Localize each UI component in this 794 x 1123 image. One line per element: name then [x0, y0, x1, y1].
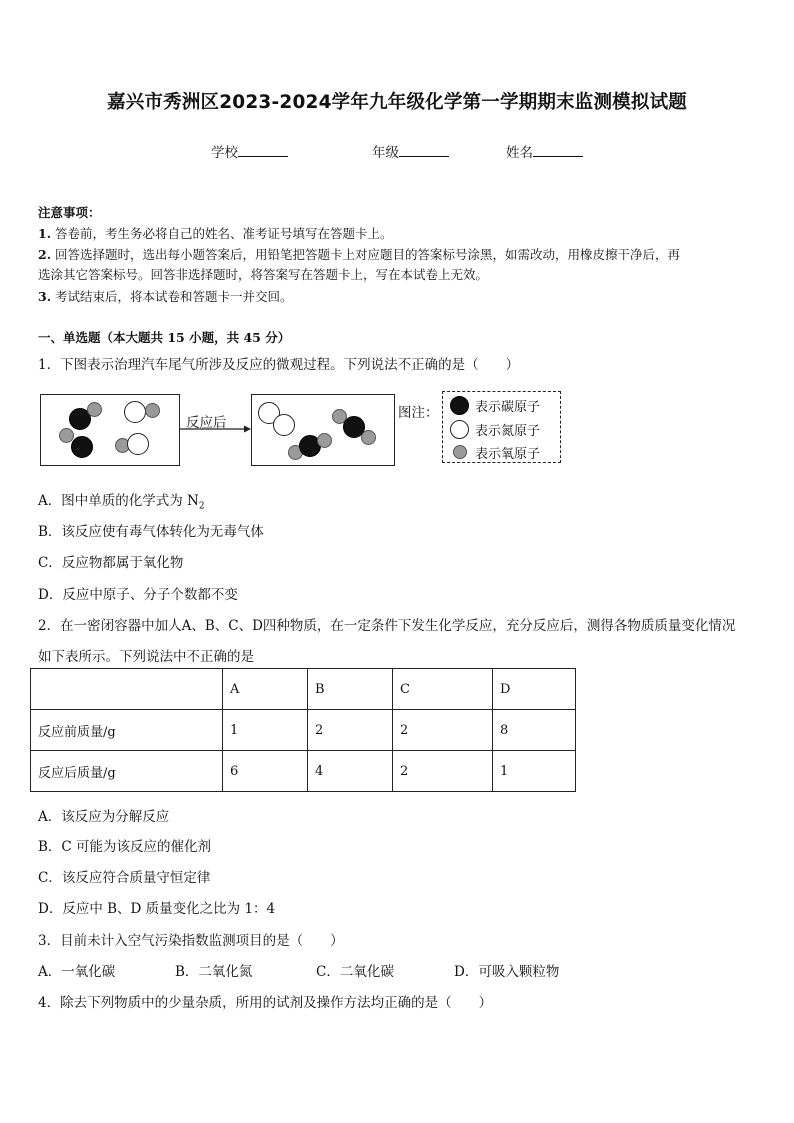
oxygen-atom: [317, 433, 332, 448]
nitrogen-atom: [124, 401, 146, 423]
q1-option-d[interactable]: D．反应中原子、分子个数都不变: [38, 587, 238, 603]
legend-prefix: 图注：: [398, 405, 439, 421]
nitrogen-legend-icon: [450, 420, 469, 439]
notice-num: 3.: [38, 289, 52, 304]
legend-box: [442, 391, 561, 463]
notice-num: 1.: [38, 226, 52, 241]
table-header-a: A: [223, 669, 308, 710]
section-heading: [38, 328, 290, 346]
notice-text: 回答选择题时，选出每小题答案后，用铅笔把答题卡上对应题目的答案标号涂黑，如需改动，用橡皮擦干净后，再: [55, 247, 681, 262]
grade-blank[interactable]: [399, 143, 449, 157]
notice-text: 考试结束后，将本试卷和答题卡一并交回。: [55, 289, 293, 304]
row-label: 反应前质量/g: [31, 710, 223, 751]
oxygen-atom: [361, 430, 376, 445]
q1-option-b[interactable]: B．该反应使有毒气体转化为无毒气体: [38, 524, 264, 540]
table-cell: 1: [493, 751, 576, 792]
exam-title: 嘉兴市秀洲区2023-2024学年九年级化学第一学期期末监测模拟试题: [107, 92, 687, 113]
notice-item-3: [38, 287, 293, 305]
table-header-row: [31, 669, 576, 710]
oxygen-legend-icon: [453, 445, 467, 459]
grade-label: 年级: [372, 145, 399, 161]
school-blank[interactable]: [238, 143, 288, 157]
legend-oxygen: 表示氧原子: [475, 447, 541, 462]
reactants-box: [40, 394, 180, 466]
table-header-d: D: [493, 669, 576, 710]
table-row: [31, 710, 576, 751]
nitrogen-atom: [273, 414, 295, 436]
option-text: A．图中单质的化学式为 N: [38, 493, 199, 509]
table-cell: [31, 669, 223, 710]
q2-option-a[interactable]: A．该反应为分解反应: [38, 809, 170, 825]
notice-text: 选涂其它答案标号。回答非选择题时，将答案写在答题卡上，写在本试卷上无效。: [38, 267, 489, 282]
table-header-c: C: [393, 669, 493, 710]
q3-option-c[interactable]: C．二氧化碳: [316, 964, 394, 980]
nitrogen-atom: [127, 433, 149, 455]
school-label: 学校: [211, 145, 238, 161]
notice-num: 2.: [38, 247, 52, 262]
name-blank[interactable]: [533, 143, 583, 157]
subscript: 2: [198, 501, 205, 512]
q2-option-b[interactable]: B．C 可能为该反应的催化剂: [38, 839, 212, 855]
table-cell: 6: [223, 751, 308, 792]
table-cell: 2: [393, 710, 493, 751]
q3-option-b[interactable]: B．二氧化氮: [175, 964, 253, 980]
section-points: 45: [243, 330, 261, 345]
table-cell: 8: [493, 710, 576, 751]
table-cell: 4: [308, 751, 393, 792]
reaction-arrow: [180, 424, 252, 434]
mass-change-table: [30, 668, 576, 792]
legend-nitrogen: 表示氮原子: [475, 424, 541, 439]
products-box: [251, 394, 395, 466]
q2-stem-line1: 2．在一密闭容器中加人A、B、C、D四种物质，在一定条件下发生化学反应，充分反应后，测得各物质质量变化情况: [38, 618, 736, 634]
notice-text: 答卷前，考生务必将自己的姓名、准考证号填写在答题卡上。: [55, 226, 393, 241]
q2-stem-line2: 如下表所示。下列说法中不正确的是: [38, 649, 254, 665]
section-prefix: 一、单选题（本大题共: [38, 330, 168, 345]
school-field: [211, 141, 288, 161]
name-field: [506, 141, 583, 161]
q3-option-d[interactable]: D．可吸入颗粒物: [454, 964, 560, 980]
table-cell: 1: [223, 710, 308, 751]
q1-option-a[interactable]: [38, 489, 205, 512]
q3-stem: 3．目前未计入空气污染指数监测项目的是（ ）: [38, 933, 344, 949]
section-count: 15: [167, 330, 185, 345]
legend-carbon: 表示碳原子: [475, 400, 541, 415]
q2-option-d[interactable]: D．反应中 B、D 质量变化之比为 1：4: [38, 901, 276, 917]
section-suffix: 分）: [260, 330, 291, 345]
carbon-atom: [71, 436, 93, 458]
table-cell: 2: [393, 751, 493, 792]
arrow-label: 反应后: [186, 415, 227, 431]
table-header-b: B: [308, 669, 393, 710]
name-label: 姓名: [506, 145, 533, 161]
notice-item-2-cont: [38, 265, 488, 283]
row-label: 反应后质量/g: [31, 751, 223, 792]
oxygen-atom: [145, 403, 160, 418]
section-mid: 小题，共: [184, 330, 244, 345]
notice-heading: 注意事项：: [38, 205, 101, 220]
q1-option-c[interactable]: C．反应物都属于氧化物: [38, 555, 184, 571]
notice-item-1: [38, 224, 393, 242]
q1-stem: 1．下图表示治理汽车尾气所涉及反应的微观过程。下列说法不正确的是（ ）: [38, 357, 520, 373]
q4-stem: 4．除去下列物质中的少量杂质，所用的试剂及操作方法均正确的是（ ）: [38, 995, 493, 1011]
oxygen-atom: [87, 402, 102, 417]
notice-item-2: [38, 245, 680, 263]
grade-field: [372, 141, 449, 161]
table-cell: 2: [308, 710, 393, 751]
table-row: [31, 751, 576, 792]
q3-option-a[interactable]: A．一氧化碳: [38, 964, 116, 980]
carbon-legend-icon: [450, 396, 469, 415]
q2-option-c[interactable]: C．该反应符合质量守恒定律: [38, 870, 211, 886]
